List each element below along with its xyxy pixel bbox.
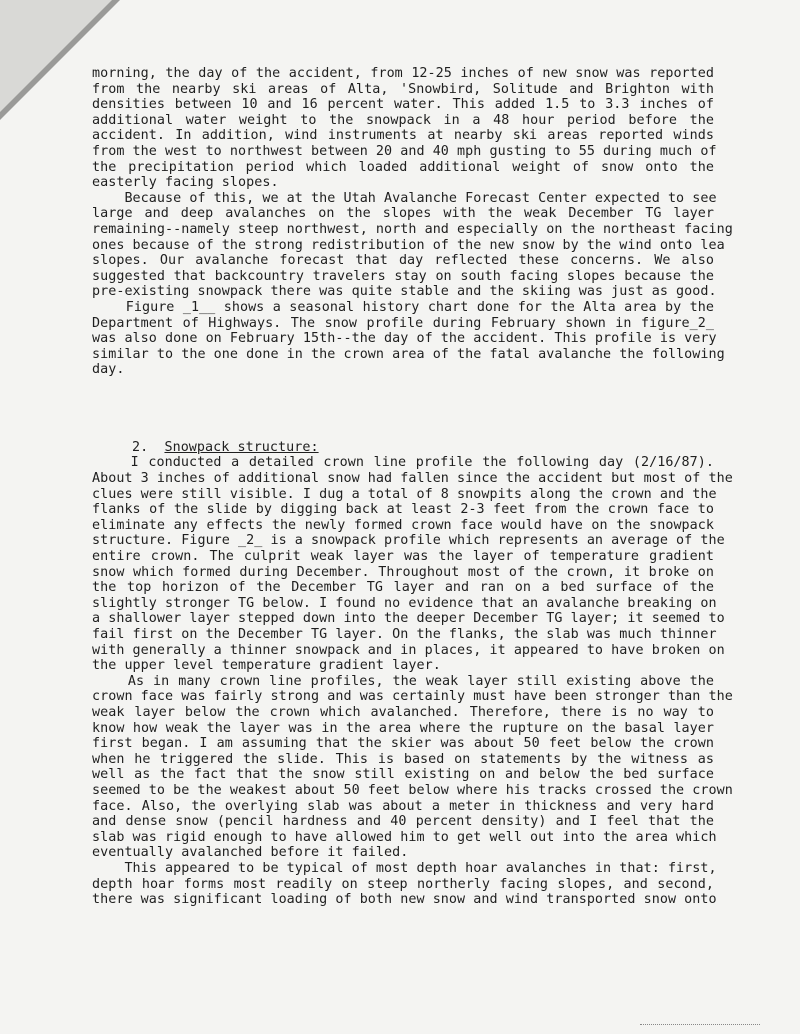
text-line: eventually avalanched before it failed. — [92, 845, 409, 861]
text-line: day. — [92, 362, 125, 378]
text-line: weak layer below the crown which avalanched. Therefore, there is no way to — [92, 704, 714, 720]
section-2-text — [92, 455, 733, 908]
text-line: there was significant loading of both new snow and wind transported snow onto — [92, 892, 717, 908]
text-line: I conducted a detailed crown line profile the following day (2/16/87). — [92, 455, 714, 471]
text-line: This appeared to be typical of most depth hoar avalanches in that: first, — [92, 860, 717, 876]
text-line: structure. Figure _2_ is a snowpack profile which represents an average of the — [92, 533, 725, 549]
text-line: know how weak the layer was in the area where the rupture on the basal layer — [92, 720, 714, 736]
text-line: densities between 10 and 16 percent water. This added 1.5 to 3.3 inches of — [92, 97, 714, 113]
text-line: About 3 inches of additional snow had fallen since the accident but most of the — [92, 471, 733, 487]
text-line: depth hoar forms most readily on steep northerly facing slopes, and second, — [92, 876, 714, 892]
text-line: slopes. Our avalanche forecast that day reflected these concerns. We also — [92, 253, 714, 269]
section-2-title: Snowpack structure: — [164, 439, 319, 455]
text-line: well as the fact that the snow still existing on and below the bed surface — [92, 767, 714, 783]
section-2-number: 2. — [132, 439, 149, 455]
text-line: a shallower layer stepped down into the deeper December TG layer; it seemed to — [92, 611, 725, 627]
text-line: eliminate any effects the newly formed crown face would have on the snowpack — [92, 517, 714, 533]
text-line: the top horizon of the December TG layer and ran on a bed surface of the — [92, 580, 714, 596]
text-line: similar to the one done in the crown area of the fatal avalanche the following — [92, 346, 725, 362]
text-line: slab was rigid enough to have allowed him to get well out into the area which — [92, 829, 717, 845]
text-line: seemed to be the weakest about 50 feet below where his tracks crossed the crown — [92, 782, 733, 798]
text-line: Because of this, we at the Utah Avalanche Forecast Center expected to see — [92, 190, 717, 206]
text-line: large and deep avalanches on the slopes with the weak December TG layer — [92, 206, 714, 222]
text-line: easterly facing slopes. — [92, 175, 279, 191]
section-2-heading — [92, 440, 714, 456]
text-line: ones because of the strong redistribution of the new snow by the wind onto lea — [92, 237, 725, 253]
text-line: first began. I am assuming that the skier was about 50 feet below the crown — [92, 736, 714, 752]
text-line: accident. In addition, wind instruments at nearby ski areas reported winds — [92, 128, 714, 144]
section-1-text — [92, 66, 733, 378]
text-line: entire crown. The culprit weak layer was the layer of temperature gradient — [92, 549, 714, 565]
text-line: As in many crown line profiles, the weak layer still existing above the — [92, 673, 714, 689]
text-line: the upper level temperature gradient layer. — [92, 658, 441, 674]
text-line: from the nearby ski areas of Alta, 'Snowbird, Solitude and Brighton with — [92, 81, 714, 97]
text-line: snow which formed during December. Throughout most of the crown, it broke on — [92, 564, 714, 580]
scan-edge-marks — [640, 1024, 760, 1028]
text-line: from the west to northwest between 20 and 40 mph gusting to 55 during much of — [92, 143, 717, 159]
text-line: fail first on the December TG layer. On the flanks, the slab was much thinner — [92, 627, 717, 642]
text-line: face. Also, the overlying slab was about a meter in thickness and very hard — [92, 798, 714, 814]
text-line: the precipitation period which loaded additional weight of snow onto the — [92, 159, 714, 175]
section-gap — [92, 378, 714, 440]
text-line: slightly stronger TG below. I found no evidence that an avalanche breaking on — [92, 595, 717, 611]
text-line: remaining--namely steep northwest, north and especially on the northeast facing — [92, 221, 733, 237]
text-line: morning, the day of the accident, from 12-25 inches of new snow was reported — [92, 66, 714, 81]
text-line: crown face was fairly strong and was certainly must have been stronger than the — [92, 689, 733, 705]
document-body — [92, 66, 733, 908]
text-line: and dense snow (pencil hardness and 40 percent density) and I feel that the — [92, 814, 714, 830]
text-line: Figure _1__ shows a seasonal history chart done for the Alta area by the — [92, 299, 714, 315]
text-line: pre-existing snowpack there was quite stable and the skiing was just as good. — [92, 284, 717, 300]
text-line: Department of Highways. The snow profile during February shown in figure_2_ — [92, 315, 714, 331]
text-line: flanks of the slide by digging back at least 2-3 feet from the crown face to — [92, 502, 714, 518]
text-line: was also done on February 15th--the day of the accident. This profile is very — [92, 331, 717, 347]
text-line: suggested that backcountry travelers stay on south facing slopes because the — [92, 268, 714, 284]
text-line: clues were still visible. I dug a total of 8 snowpits along the crown and the — [92, 486, 717, 502]
text-line: additional water weight to the snowpack in a 48 hour period before the — [92, 112, 714, 128]
text-line: when he triggered the slide. This is based on statements by the witness as — [92, 751, 714, 767]
text-line: with generally a thinner snowpack and in places, it appeared to have broken on — [92, 642, 725, 658]
